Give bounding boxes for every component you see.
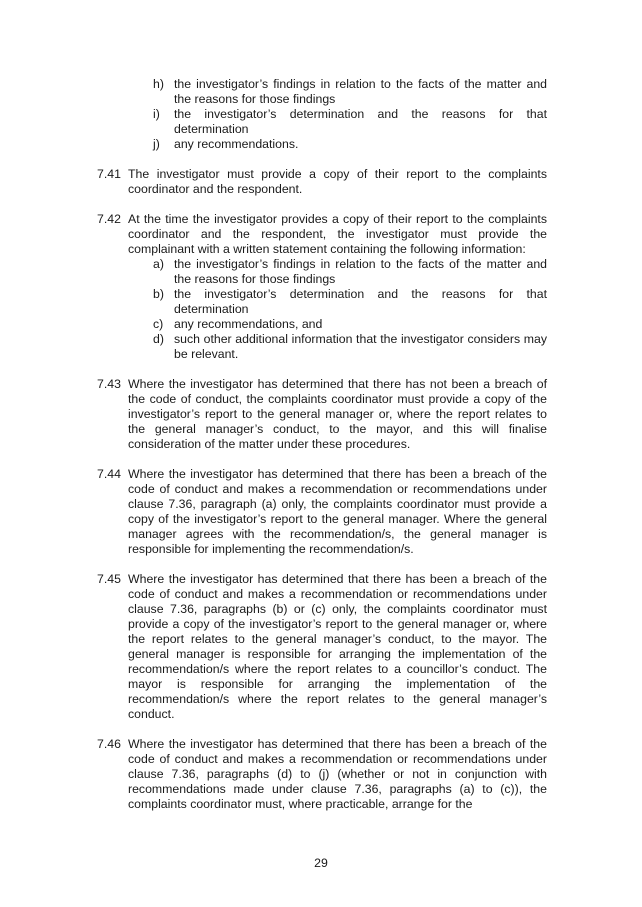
list-item-label: c) [153,317,164,331]
clause-text: At the time the investigator provides a copy of their report to the complaints coordinator and the respondent, the investigator must provide the complainant with a written statement containing the following information: [128,212,547,256]
page-number: 29 [314,856,328,870]
list-item [153,77,547,107]
list-item [153,287,547,317]
page-content [97,77,547,812]
list-item-text: the investigator’s findings in relation to the facts of the matter and the reasons for those findings [174,77,547,106]
list-item-text: any recommendations. [174,137,299,151]
list-item [153,137,547,152]
list-item [153,257,547,287]
list-item-label: b) [153,287,164,301]
list-item-text: the investigator’s determination and the reasons for that determination [174,107,547,136]
list-item-label: a) [153,257,164,271]
clause-number: 7.41 [97,167,121,181]
clause-text: The investigator must provide a copy of their report to the complaints coordinator and the respondent. [128,167,547,196]
list-item [153,107,547,137]
clause-7-45 [97,572,547,722]
clause-number: 7.44 [97,467,121,481]
list-item-text: the investigator’s findings in relation to the facts of the matter and the reasons for those findings [174,257,547,286]
list-item-label: i) [153,107,160,121]
list-item-label: h) [153,77,164,91]
clause-text: Where the investigator has determined that there has been a breach of the code of conduct and makes a recommendation or recommendations under clause 7.36, paragraph (a) only, the complaints coordinator must provide a copy of the investigator’s report to the general manager. Where the general manager agrees with the recommendation/s, the general manager is responsible for implementing the recommendation/s. [128,467,547,556]
list-item-label: j) [153,137,160,151]
clause-number: 7.42 [97,212,121,226]
list-item-text: the investigator’s determination and the reasons for that determination [174,287,547,316]
clause-7-44 [97,467,547,557]
list-item [153,332,547,362]
list-item-label: d) [153,332,164,346]
clause-7-42 [97,212,547,362]
clause-7-41 [97,167,547,197]
list-item-text: any recommendations, and [174,317,323,331]
clause-text: Where the investigator has determined that there has been a breach of the code of conduct and makes a recommendation or recommendations under clause 7.36, paragraphs (b) or (c) only, the complaints coordinator must provide a copy of the investigator’s report to the general manager or, where the report relates to the general manager’s conduct, to the mayor. The general manager is responsible for arranging the implementation of the recommendation/s where the report relates to a councillor’s conduct. The mayor is responsible for arranging the implementation of the recommendation/s where the report relates to the general manager’s conduct. [128,572,547,721]
list-item-text: such other additional information that the investigator considers may be relevant. [174,332,547,361]
clause-text: Where the investigator has determined that there has not been a breach of the code of conduct, the complaints coordinator must provide a copy of the investigator’s report to the general manager or, where the report relates to the general manager’s conduct, to the mayor, and this will finalise consideration of the matter under these procedures. [128,377,547,451]
clause-text: Where the investigator has determined that there has been a breach of the code of conduct and makes a recommendation or recommendations under clause 7.36, paragraphs (d) to (j) (whether or not in conjunction with recommendations made under clause 7.36, paragraphs (a) to (c)), the complaints coordinator must, where practicable, arrange for the [128,737,547,811]
clause-number: 7.43 [97,377,121,391]
list-item [153,317,547,332]
clause-7-43 [97,377,547,452]
clause-7-46 [97,737,547,812]
clause-number: 7.46 [97,737,121,751]
clause-number: 7.45 [97,572,121,586]
